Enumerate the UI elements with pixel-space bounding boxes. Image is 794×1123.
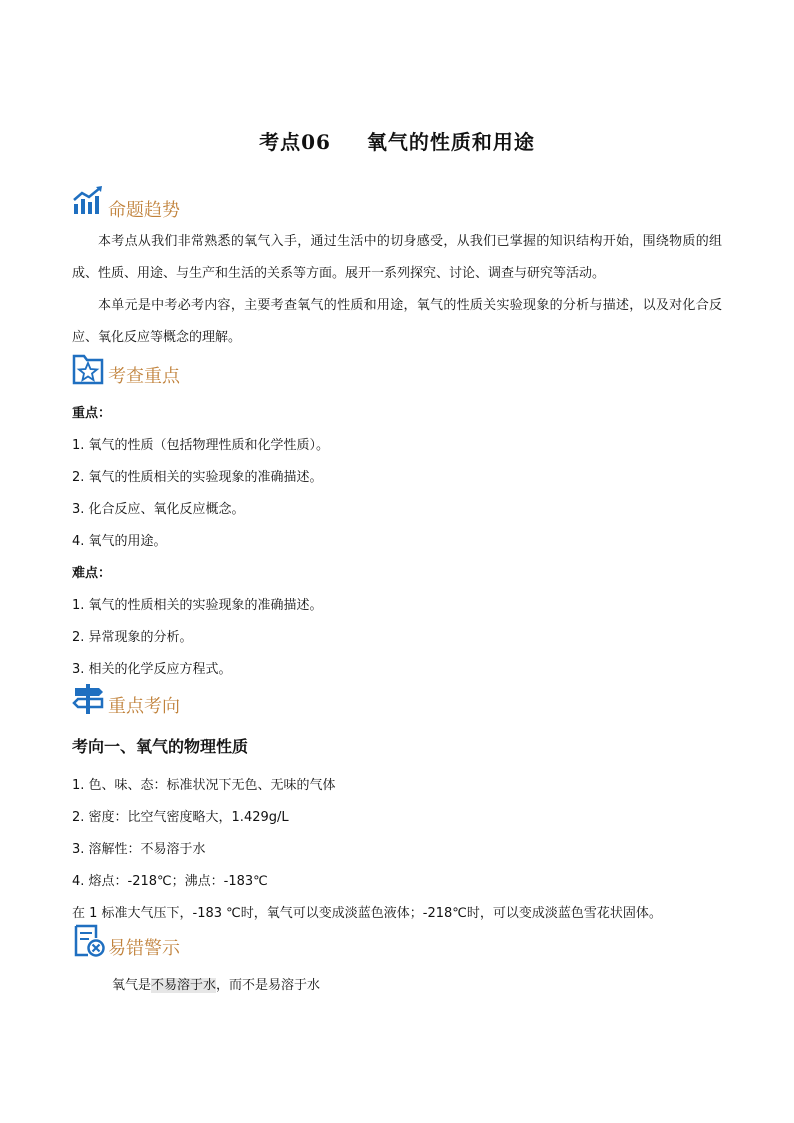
property-item-1: 1. 色、味、态：标准状况下无色、无味的气体 — [72, 778, 336, 793]
warning-text-highlight: 不易溶于水 — [151, 978, 217, 993]
key-point-1: 1. 氧气的性质（包括物理性质和化学性质）。 — [72, 438, 330, 453]
difficult-heading: 难点： — [72, 566, 112, 581]
signpost-icon — [72, 682, 106, 716]
section-direction-label: 重点考向 — [108, 696, 180, 717]
key-heading: 重点： — [72, 406, 112, 421]
section-trend-label: 命题趋势 — [108, 200, 180, 221]
warning-text-after: ，而不是易溶于水 — [216, 978, 321, 993]
trend-paragraph-2: 本单元是中考必考内容，主要考查氧气的性质和用途，氧气的性质关实验现象的分析与描述，以及对化合反应、氧化反应等概念的理解。 — [72, 298, 722, 345]
chart-icon — [72, 186, 104, 216]
trend-paragraph-1: 本考点从我们非常熟悉的氧气入手，通过生活中的切身感受，从我们已掌握的知识结构开始，围绕物质的组成、性质、用途、与生产和生活的关系等方面。展开一系列探究、讨论、调查与研究等活动。 — [72, 234, 722, 281]
page-title — [0, 126, 794, 155]
difficult-point-2: 2. 异常现象的分析。 — [72, 630, 193, 645]
property-note: 在 1 标准大气压下，-183 ℃时，氧气可以变成淡蓝色液体；-218℃时，可以变成淡蓝色雪花状固体。 — [72, 906, 662, 921]
property-item-3: 3. 溶解性：不易溶于水 — [72, 842, 206, 857]
title-code: 考点06 — [259, 130, 331, 154]
difficult-point-3: 3. 相关的化学反应方程式。 — [72, 662, 232, 677]
property-item-4: 4. 熔点：-218℃；沸点：-183℃ — [72, 874, 268, 889]
document-error-icon — [72, 924, 106, 958]
star-folder-icon — [72, 352, 106, 386]
key-point-2: 2. 氧气的性质相关的实验现象的准确描述。 — [72, 470, 323, 485]
section-focus-label: 考查重点 — [108, 366, 180, 387]
section-warning-label: 易错警示 — [108, 938, 180, 959]
warning-text-before: 氧气是 — [112, 978, 152, 993]
key-point-4: 4. 氧气的用途。 — [72, 534, 167, 549]
key-point-3: 3. 化合反应、氧化反应概念。 — [72, 502, 245, 517]
property-item-2: 2. 密度：比空气密度略大，1.429g/L — [72, 810, 289, 825]
direction-subheading: 考向一、氧气的物理性质 — [72, 737, 249, 756]
warning-text — [112, 974, 320, 993]
title-name: 氧气的性质和用途 — [366, 130, 535, 154]
difficult-point-1: 1. 氧气的性质相关的实验现象的准确描述。 — [72, 598, 323, 613]
